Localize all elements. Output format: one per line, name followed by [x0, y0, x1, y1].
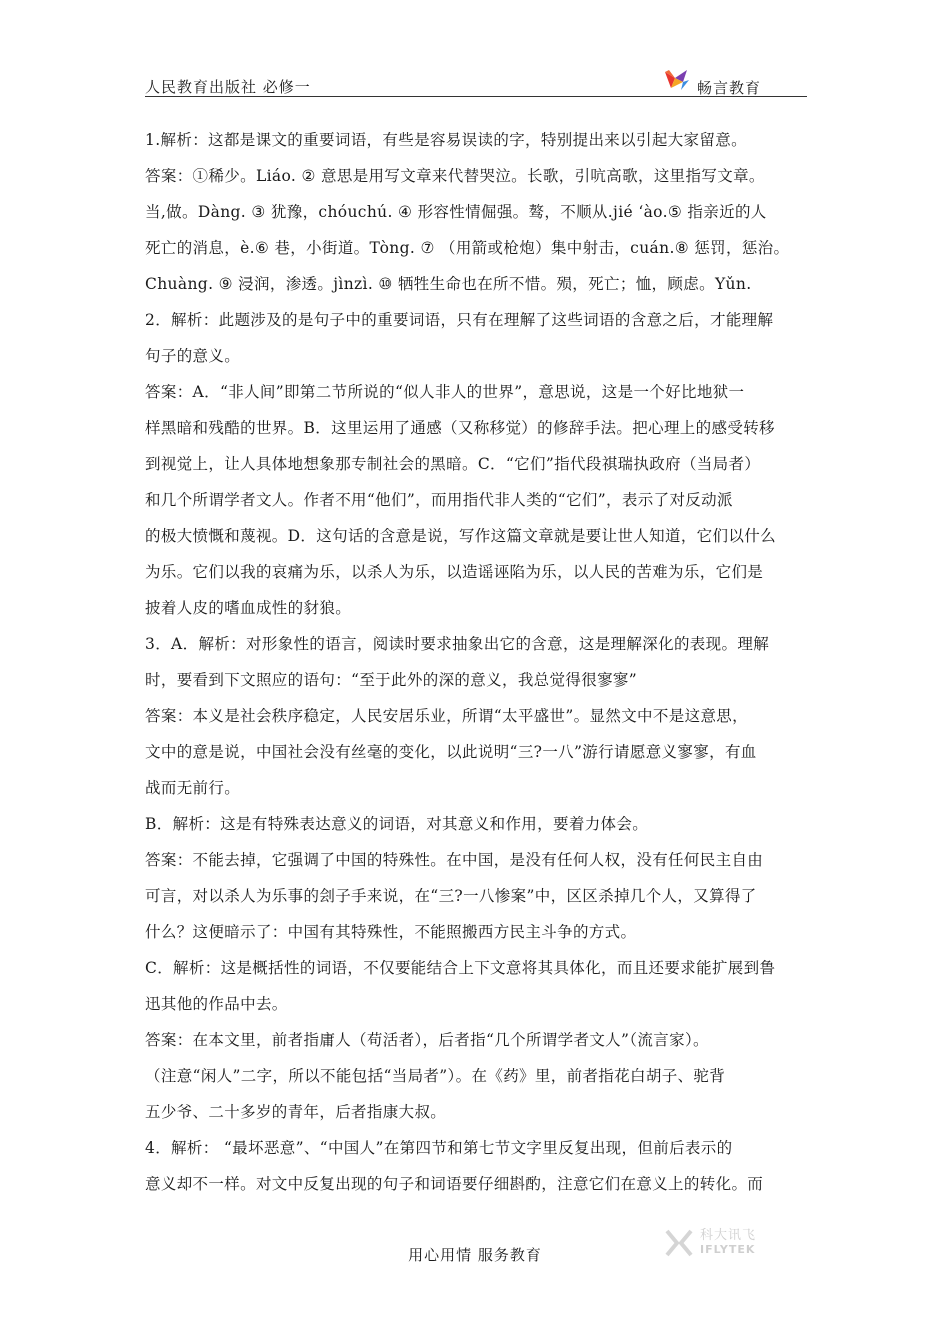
- text-line: 答案：A．“非人间”即第二节所说的“似人非人的世界”，意思说，这是一个好比地狱一: [145, 383, 745, 401]
- brand-name: 畅言教育: [696, 78, 761, 97]
- text-line: 答案：不能去掉，它强调了中国的特殊性。在中国，是没有任何人权，没有任何民主自由: [145, 851, 764, 869]
- text-line: 为乐。它们以我的哀痛为乐，以杀人为乐，以造谣诬陷为乐，以人民的苦难为乐，它们是: [145, 563, 764, 581]
- text-line: 意义却不一样。对文中反复出现的句子和词语要仔细斟酌，注意它们在意义上的转化。而: [145, 1175, 764, 1193]
- text-line: 死亡的消息，è.⑥ 巷，小街道。Tòng. ⑦ （用箭或枪炮）集中射击，cuán.⑧ 惩罚，惩治。: [145, 239, 790, 257]
- text-line: Chuàng. ⑨ 浸润，渗透。jìnzì. ⑩ 牺牲生命也在所不惜。殒，死亡；恤，顾虑。Yǔn.: [145, 275, 752, 293]
- watermark-en-text: IFLYTEK: [700, 1243, 756, 1256]
- header-brand: [661, 74, 761, 100]
- text-line: 的极大愤慨和蔑视。D．这句话的含意是说，写作这篇文章就是要让世人知道，它们以什么: [145, 527, 776, 545]
- text-line: 到视觉上，让人具体地想象那专制社会的黑暗。C．“它们”指代段祺瑞执政府（当局者）: [145, 455, 761, 473]
- text-line: 迅其他的作品中去。: [145, 995, 288, 1013]
- text-line: 答案：在本文里，前者指庸人（苟活者），后者指“几个所谓学者文人”（流言家）。: [145, 1031, 709, 1049]
- text-line: B．解析：这是有特殊表达意义的词语，对其意义和作用，要着力体会。: [145, 815, 649, 833]
- header-publisher-text: 人民教育出版社 必修一: [145, 78, 311, 96]
- text-line: 时，要看到下文照应的语句：“至于此外的深的意义，我总觉得很寥寥”: [145, 671, 638, 689]
- watermark-cn-text: 科大讯飞: [700, 1228, 757, 1243]
- text-line: 可言，对以杀人为乐事的刽子手来说，在“三?一八惨案”中，区区杀掉几个人，又算得了: [145, 887, 757, 905]
- text-line: 3．A．解析：对形象性的语言，阅读时要求抽象出它的含意，这是理解深化的表现。理解: [145, 635, 770, 653]
- text-line: C．解析：这是概括性的词语，不仅要能结合上下文意将其具体化，而且还要求能扩展到鲁: [145, 959, 776, 977]
- text-line: 句子的意义。: [145, 347, 241, 365]
- text-line: 答案：本义是社会秩序稳定，人民安居乐业，所谓“太平盛世”。显然文中不是这意思，: [145, 707, 749, 725]
- text-line: 文中的意是说，中国社会没有丝毫的变化，以此说明“三?一八”游行请愿意义寥寥，有血: [145, 743, 757, 761]
- text-line: 战而无前行。: [145, 779, 241, 797]
- page-footer: 用心用情 服务教育: [408, 1246, 542, 1264]
- text-line: 和几个所谓学者文人。作者不用“他们”，而用指代非人类的“它们”，表示了对反动派: [145, 491, 733, 509]
- page-header: [145, 66, 807, 97]
- text-line: 五少爷、二十多岁的青年，后者指康大叔。: [145, 1103, 447, 1121]
- text-line: 2．解析：此题涉及的是句子中的重要词语，只有在理解了这些词语的含意之后，才能理解: [145, 311, 774, 329]
- text-line: 披着人皮的嗜血成性的豺狼。: [145, 599, 352, 617]
- text-line: 1.解析：这都是课文的重要词语，有些是容易误读的字，特别提出来以引起大家留意。: [145, 131, 747, 149]
- text-line: 什么？这便暗示了：中国有其特殊性，不能照搬西方民主斗争的方式。: [145, 923, 637, 941]
- text-line: 样黑暗和残酷的世界。B．这里运用了通感（又称移觉）的修辞手法。把心理上的感受转移: [145, 419, 775, 437]
- brand-logo-icon: [661, 68, 691, 94]
- text-line: 当,做。Dàng. ③ 犹豫，chóuchú. ④ 形容性情倔强。骜，不顺从.jié ‘ào.⑤ 指亲近的人: [145, 203, 767, 221]
- text-line: 答案：①稀少。Liáo. ② 意思是用写文章来代替哭泣。长歌，引吭高歌，这里指写文章。: [145, 167, 765, 185]
- document-body: [145, 122, 810, 1202]
- text-line: 4．解析： “最坏恶意”、“中国人”在第四节和第七节文字里反复出现，但前后表示的: [145, 1139, 733, 1157]
- text-line: （注意“闲人”二字，所以不能包括“当局者”）。在《药》里，前者指花白胡子、驼背: [145, 1067, 726, 1085]
